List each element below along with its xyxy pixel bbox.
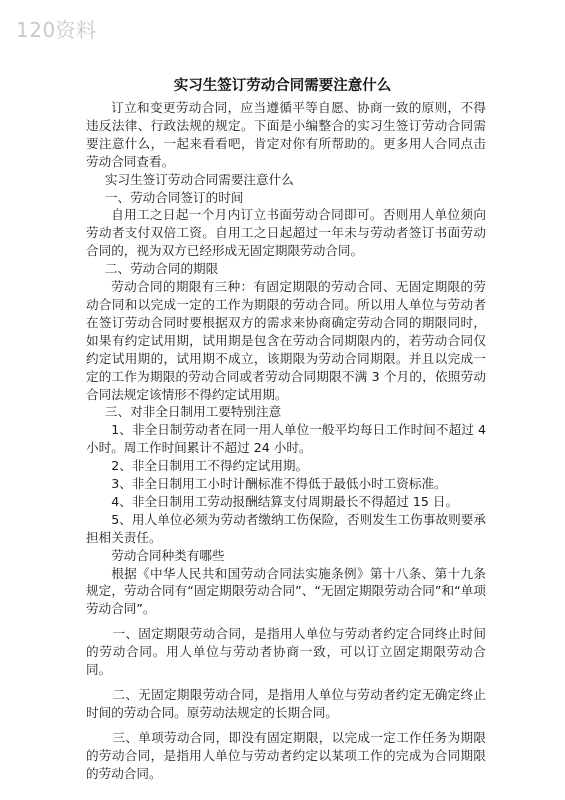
subsection-heading: 三、对非全日制用工要特别注意 [104, 404, 282, 420]
list-item: 5、用人单位必须为劳动者缴纳工伤保险，否则发生工伤事故则要承担相关责任。 [86, 511, 486, 545]
body-paragraph: 二、无固定期限劳动合同，是指用人单位与劳动者约定无确定终止时间的劳动合同。原劳动法规定的长期合同。 [86, 687, 486, 720]
list-item: 3、非全日制用工小时计酬标准不得低于最低小时工资标准。 [111, 476, 447, 492]
subsection-heading: 二、劳动合同的期限 [104, 261, 219, 277]
document-title: 实习生签订劳动合同需要注意什么 [173, 78, 392, 94]
body-paragraph: 自用工之日起一个月内订立书面劳动合同即可。否则用人单位须向劳动者支付双倍工资。自用工之日起超过一年未与劳动者签订书面劳动合同的，视为双方已经形成无固定期限劳动合同。 [86, 207, 486, 259]
body-paragraph: 三、单项劳动合同，即没有固定期限，以完成一定工作任务为期限的劳动合同，是指用人单位与劳动者约定以某项工作的完成为合同期限的劳动合同。 [86, 729, 486, 781]
subsection-heading: 一、劳动合同签订的时间 [104, 189, 244, 205]
list-item: 4、非全日制用工劳动报酬结算支付周期最长不得超过 15 日。 [111, 493, 459, 509]
section-heading: 实习生签订劳动合同需要注意什么 [104, 171, 294, 187]
list-item: 1、非全日制劳动者在同一用人单位一般平均每日工作时间不超过 4 小时。周工作时间累计不超过 24 小时。 [86, 422, 486, 456]
body-paragraph: 一、固定期限劳动合同，是指用人单位与劳动者约定合同终止时间的劳动合同。用人单位与劳动者协商一致，可以订立固定期限劳动合同。 [86, 626, 486, 678]
body-paragraph: 根据《中华人民共和国劳动合同法实施条例》第十八条、第十九条规定，劳动合同有“固定期限劳动合同”、“无固定期限劳动合同”和“单项劳动合同”。 [86, 565, 486, 617]
section-heading: 劳动合同种类有哪些 [111, 547, 225, 563]
watermark: 120资料 [16, 18, 97, 42]
list-item: 2、非全日制用工不得约定试用期。 [111, 458, 309, 474]
body-paragraph: 劳动合同的期限有三种：有固定期限的劳动合同、无固定期限的劳动合同和以完成一定的工作为期限的劳动合同。所以用人单位与劳动者在签订劳动合同时要根据双方的需求来协商确定劳动合同的期限同时，如果有约定试用期，试用期是包含在劳动合同期限内的，若劳动合同仅约定试用期的，试用期不成立，该期限为劳动合同期限。并且以完成一定的工作为期限的劳动合同或者劳动合同期限不满 3 个月的，依照劳动合同法规定该情形不得约定试用期。 [86, 279, 486, 402]
document-body [86, 99, 486, 783]
intro-paragraph: 订立和变更劳动合同，应当遵循平等自愿、协商一致的原则，不得违反法律、行政法规的规定。下面是小编整合的实习生签订劳动合同需要注意什么，一起来看看吧，肯定对你有所帮助的。更多用人合同点击劳动合同查看。 [86, 100, 486, 169]
